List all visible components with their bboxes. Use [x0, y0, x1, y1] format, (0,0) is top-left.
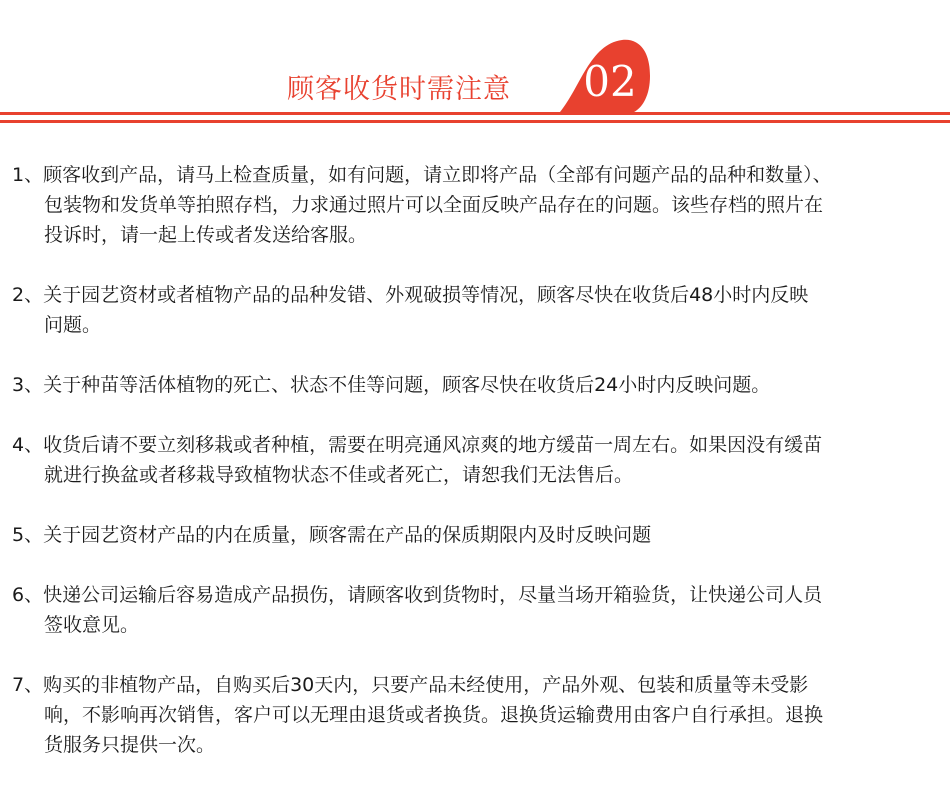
- item-line: 就进行换盆或者移栽导致植物状态不佳或者死亡，请恕我们无法售后。: [44, 464, 634, 486]
- item-line: 3、关于种苗等活体植物的死亡、状态不佳等问题，顾客尽快在收货后24小时内反映问题。: [12, 374, 771, 396]
- section-header: [0, 0, 950, 130]
- item-line: 签收意见。: [44, 614, 140, 636]
- section-number: 02: [583, 57, 637, 106]
- section-title: 顾客收货时需注意: [287, 74, 511, 105]
- item-line: 问题。: [44, 314, 102, 336]
- list-item: [12, 370, 948, 400]
- list-item: [12, 580, 948, 640]
- item-line: 1、顾客收到产品，请马上检查质量，如有问题，请立即将产品（全部有问题产品的品种和数量）、: [12, 164, 832, 186]
- list-item: [12, 520, 948, 550]
- item-line: 4、收货后请不要立刻移栽或者种植，需要在明亮通风凉爽的地方缓苗一周左右。如果因没有缓苗: [12, 434, 823, 456]
- item-line: 包装物和发货单等拍照存档，力求通过照片可以全面反映产品存在的问题。该些存档的照片在: [44, 194, 824, 216]
- item-line: 投诉时，请一起上传或者发送给客服。: [44, 224, 368, 246]
- list-item: [12, 670, 948, 760]
- header-rule-bottom: [0, 120, 950, 123]
- list-item: [12, 280, 948, 340]
- item-line: 5、关于园艺资材产品的内在质量，顾客需在产品的保质期限内及时反映问题: [12, 524, 652, 546]
- item-line: 7、购买的非植物产品，自购买后30天内，只要产品未经使用，产品外观、包装和质量等未受影: [12, 674, 809, 696]
- header-rule-top: [0, 112, 950, 115]
- list-item: [12, 160, 948, 250]
- item-line: 6、快递公司运输后容易造成产品损伤，请顾客收到货物时，尽量当场开箱验货，让快递公司人员: [12, 584, 823, 606]
- item-line: 货服务只提供一次。: [44, 734, 216, 756]
- item-line: 2、关于园艺资材或者植物产品的品种发错、外观破损等情况，顾客尽快在收货后48小时内反映: [12, 284, 809, 306]
- list-item: [12, 430, 948, 490]
- item-line: 响，不影响再次销售，客户可以无理由退货或者换货。退换货运输费用由客户自行承担。退换: [44, 704, 824, 726]
